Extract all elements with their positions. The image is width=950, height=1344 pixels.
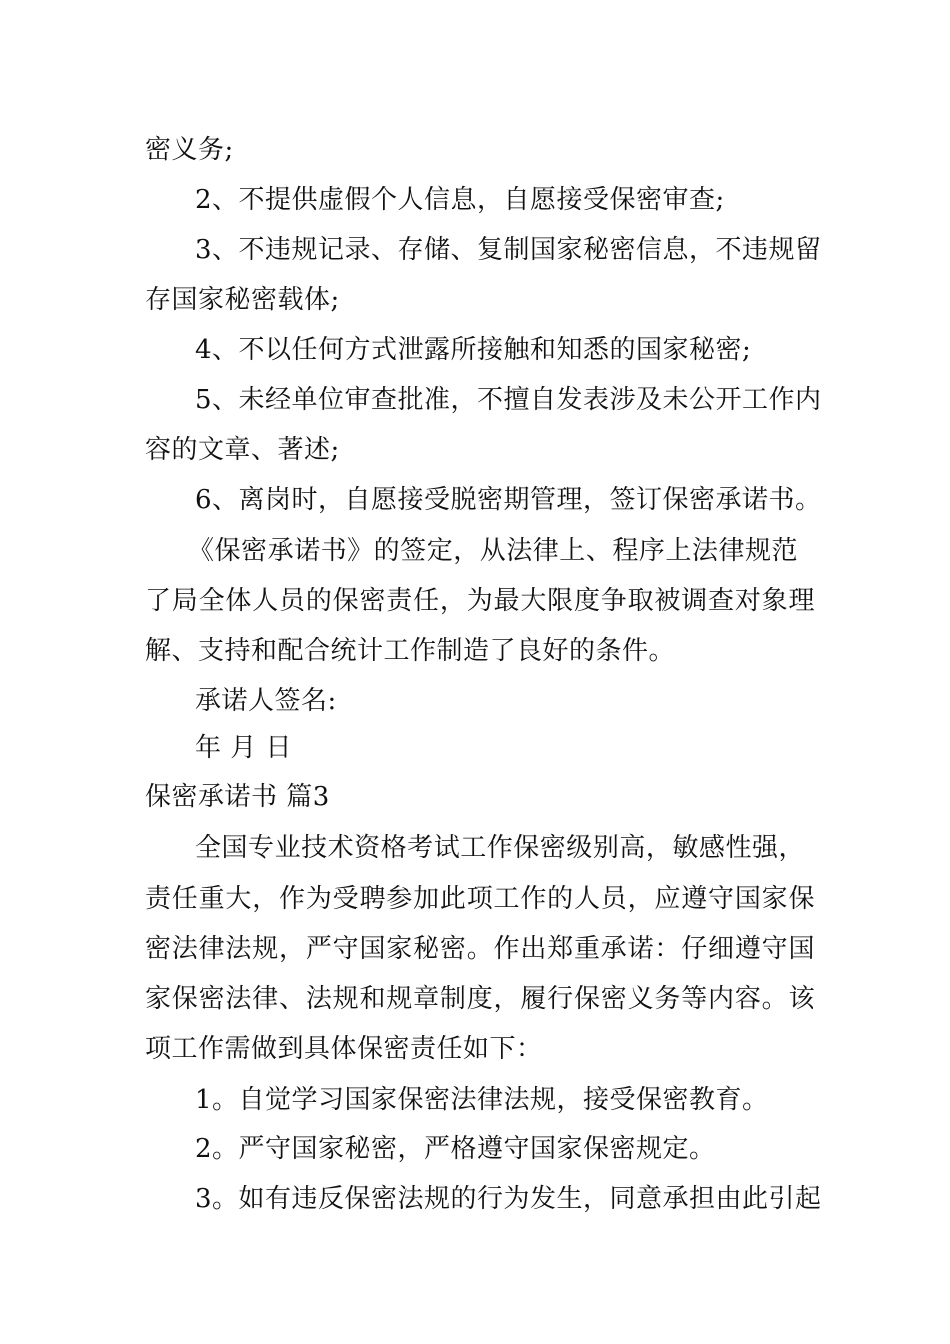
- paragraph-line: 了局全体人员的保密责任，为最大限度争取被调查对象理: [145, 586, 815, 616]
- paragraph-line: 5、未经单位审查批准，不擅自发表涉及未公开工作内: [195, 385, 822, 415]
- paragraph-line: 密义务;: [145, 135, 234, 165]
- paragraph-line: 2、不提供虚假个人信息，自愿接受保密审查;: [195, 185, 725, 215]
- paragraph-line: 《保密承诺书》的签定，从法律上、程序上法律规范: [188, 536, 798, 566]
- paragraph-line: 3。如有违反保密法规的行为发生，同意承担由此引起: [195, 1184, 822, 1214]
- paragraph-line: 4、不以任何方式泄露所接触和知悉的国家秘密;: [195, 335, 752, 365]
- paragraph-line: 密法律法规，严守国家秘密。作出郑重承诺：仔细遵守国: [145, 934, 815, 964]
- paragraph-line: 容的文章、著述;: [145, 435, 340, 465]
- paragraph-line: 家保密法律、法规和规章制度，履行保密义务等内容。该: [145, 984, 815, 1014]
- paragraph-line: 项工作需做到具体保密责任如下：: [145, 1034, 543, 1064]
- paragraph-line: 解、支持和配合统计工作制造了良好的条件。: [145, 636, 676, 666]
- section-title: 保密承诺书 篇3: [145, 782, 330, 812]
- paragraph-line: 全国专业技术资格考试工作保密级别高，敏感性强，: [195, 833, 805, 863]
- paragraph-line: 3、不违规记录、存储、复制国家秘密信息，不违规留: [195, 235, 822, 265]
- paragraph-line: 6、离岗时，自愿接受脱密期管理，签订保密承诺书。: [195, 485, 822, 515]
- paragraph-line: 2。严守国家秘密，严格遵守国家保密规定。: [195, 1134, 716, 1164]
- paragraph-line: 存国家秘密载体;: [145, 285, 340, 315]
- date-line: 年 月 日: [195, 733, 293, 763]
- paragraph-line: 责任重大，作为受聘参加此项工作的人员，应遵守国家保: [145, 884, 815, 914]
- signature-label: 承诺人签名:: [195, 686, 337, 716]
- paragraph-line: 1。自觉学习国家保密法律法规，接受保密教育。: [195, 1085, 769, 1115]
